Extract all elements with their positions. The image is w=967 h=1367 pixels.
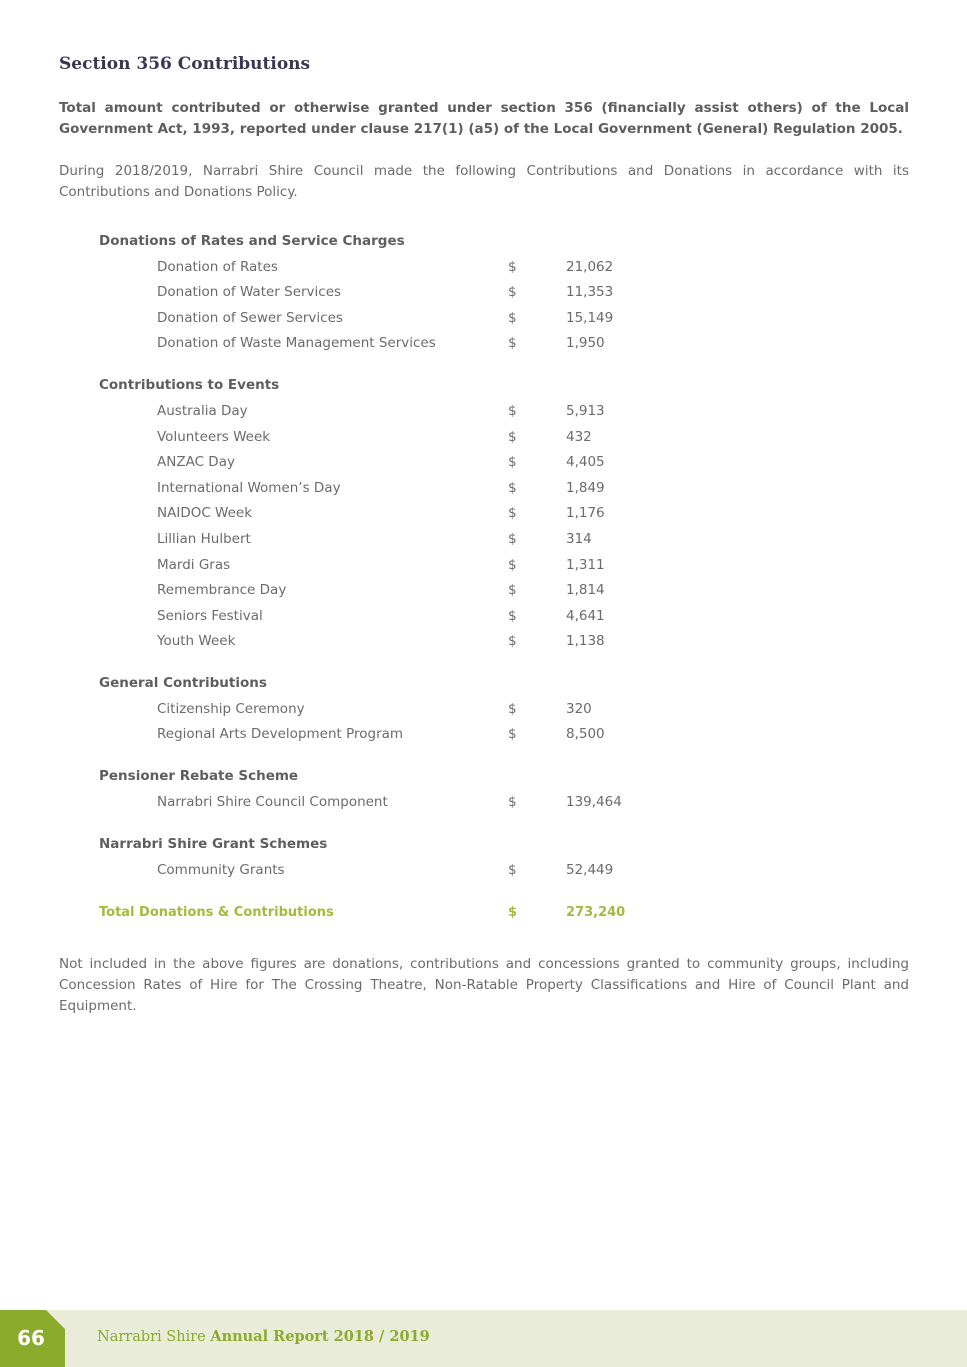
footer-publisher: Narrabri Shire <box>97 1329 206 1345</box>
row-amount: 432 <box>566 428 592 445</box>
intro-statement: Total amount contributed or otherwise granted under section 356 (financially assist others) of the Local Government Act, 1993, reported under clause 217(1) (a5) of the Local Government (General) Regulation 2005. <box>59 100 909 137</box>
row-label: Citizenship Ceremony <box>157 700 305 717</box>
row-amount: 5,913 <box>566 402 605 419</box>
row-label: Donation of Water Services <box>157 284 342 301</box>
table-row <box>99 450 699 476</box>
row-amount: 320 <box>566 700 592 717</box>
group-title: General Contributions <box>99 675 267 692</box>
table-row <box>99 790 699 816</box>
row-amount: 4,641 <box>566 607 605 624</box>
table-row <box>99 697 699 723</box>
group-pensioner-rebate <box>99 764 699 815</box>
row-amount: 1,950 <box>566 335 605 352</box>
row-label: Narrabri Shire Council Component <box>157 794 388 811</box>
table-row <box>99 501 699 527</box>
row-amount: 1,138 <box>566 633 605 650</box>
total-amount: 273,240 <box>566 904 626 920</box>
row-currency: $ <box>508 607 517 624</box>
row-currency: $ <box>508 861 517 878</box>
group-title: Pensioner Rebate Scheme <box>99 768 299 785</box>
row-label: Australia Day <box>157 402 248 419</box>
table-row <box>99 476 699 502</box>
intro-paragraph: During 2018/2019, Narrabri Shire Council made the following Contributions and Donations in accordance with its Contributions and Donations Policy. <box>59 163 909 200</box>
row-currency: $ <box>508 258 517 275</box>
group-rates-service-charges <box>99 229 699 357</box>
group-title: Narrabri Shire Grant Schemes <box>99 836 328 853</box>
row-label: Seniors Festival <box>157 607 263 624</box>
table-row <box>99 629 699 655</box>
row-amount: 52,449 <box>566 861 614 878</box>
row-label: International Women’s Day <box>157 479 341 496</box>
group-grant-schemes <box>99 832 699 883</box>
row-amount: 139,464 <box>566 794 622 811</box>
row-currency: $ <box>508 479 517 496</box>
row-label: Youth Week <box>157 633 236 650</box>
row-amount: 1,176 <box>566 505 605 522</box>
table-row <box>99 553 699 579</box>
row-amount: 1,814 <box>566 582 605 599</box>
table-row <box>99 578 699 604</box>
footer-report-title: Annual Report 2018 / 2019 <box>210 1328 430 1345</box>
row-currency: $ <box>508 700 517 717</box>
contributions-table <box>99 229 699 926</box>
page-number: 66 <box>17 1326 45 1350</box>
row-amount: 11,353 <box>566 284 614 301</box>
row-label: Donation of Sewer Services <box>157 309 343 326</box>
row-currency: $ <box>508 556 517 573</box>
row-amount: 4,405 <box>566 454 605 471</box>
row-currency: $ <box>508 284 517 301</box>
table-row <box>99 280 699 306</box>
table-row <box>99 399 699 425</box>
footer-title <box>97 1328 430 1345</box>
group-general-contributions <box>99 671 699 748</box>
table-row <box>99 604 699 630</box>
group-title: Contributions to Events <box>99 377 280 394</box>
row-currency: $ <box>508 505 517 522</box>
total-label: Total Donations & Contributions <box>99 904 334 920</box>
row-label: Regional Arts Development Program <box>157 726 404 743</box>
row-currency: $ <box>508 794 517 811</box>
table-row <box>99 858 699 884</box>
row-amount: 1,849 <box>566 479 605 496</box>
row-currency: $ <box>508 402 517 419</box>
exclusions-note: Not included in the above figures are donations, contributions and concessions granted to community groups, including Concession Rates of Hire for The Crossing Theatre, Non-Ratable Property Classifications and Hire of Council Plant and Equipment. <box>59 956 909 1014</box>
row-currency: $ <box>508 530 517 547</box>
table-row <box>99 425 699 451</box>
row-label: Volunteers Week <box>157 428 271 445</box>
total-row <box>99 900 699 926</box>
row-currency: $ <box>508 428 517 445</box>
row-amount: 1,311 <box>566 556 605 573</box>
row-label: Lillian Hulbert <box>157 530 251 547</box>
table-row <box>99 331 699 357</box>
row-currency: $ <box>508 582 517 599</box>
group-events <box>99 373 699 655</box>
row-label: Community Grants <box>157 861 285 878</box>
row-amount: 314 <box>566 530 592 547</box>
row-label: Remembrance Day <box>157 582 287 599</box>
table-row <box>99 306 699 332</box>
row-label: ANZAC Day <box>157 454 235 471</box>
row-amount: 21,062 <box>566 258 614 275</box>
table-row <box>99 722 699 748</box>
group-title: Donations of Rates and Service Charges <box>99 233 405 249</box>
row-currency: $ <box>508 454 517 471</box>
row-label: Mardi Gras <box>157 556 231 573</box>
row-label: NAIDOC Week <box>157 505 253 522</box>
section-title: Section 356 Contributions <box>59 54 311 74</box>
row-label: Donation of Waste Management Services <box>157 335 436 352</box>
table-row <box>99 255 699 281</box>
row-currency: $ <box>508 633 517 650</box>
total-currency: $ <box>508 904 518 920</box>
row-label: Donation of Rates <box>157 258 278 275</box>
row-currency: $ <box>508 726 517 743</box>
row-currency: $ <box>508 335 517 352</box>
row-currency: $ <box>508 309 517 326</box>
row-amount: 15,149 <box>566 309 614 326</box>
row-amount: 8,500 <box>566 726 605 743</box>
table-row <box>99 527 699 553</box>
